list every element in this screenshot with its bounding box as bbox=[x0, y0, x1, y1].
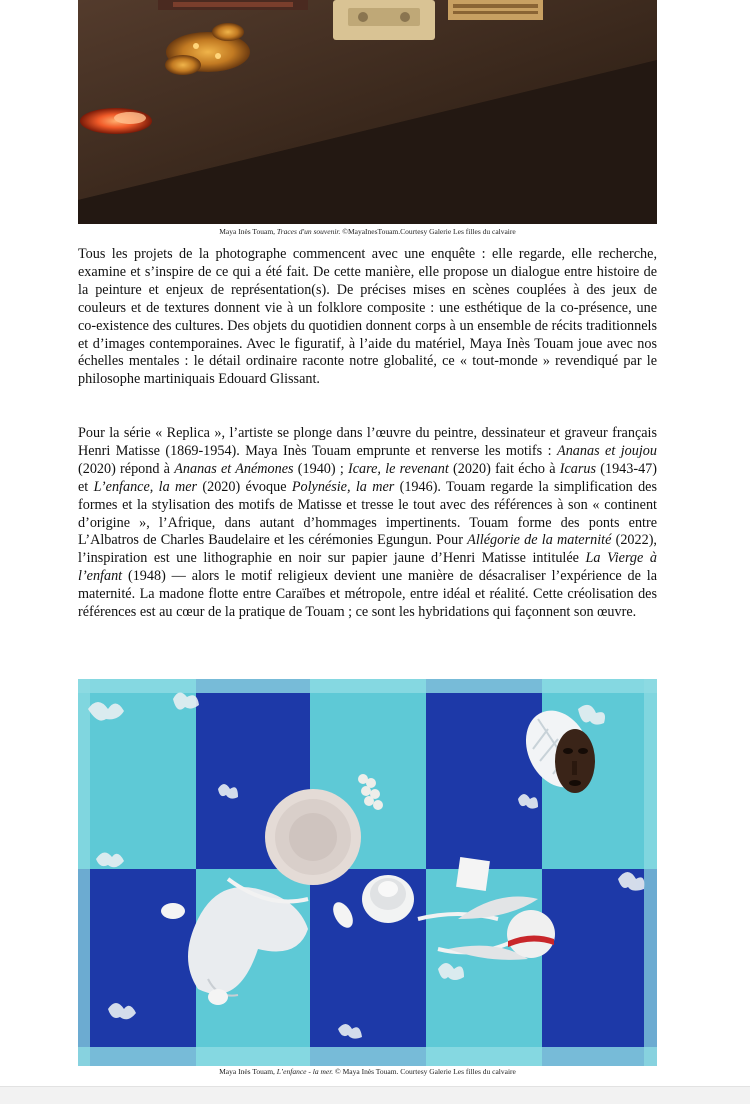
page-bottom-bar bbox=[0, 1086, 750, 1104]
paragraph-intro: Tous les projets de la photographe commencent avec une enquête : elle regarde, elle recherche, examine et s’inspire de ce qui a été fait. De cette manière, elle propose un dialogue entre histoire de la peinture et enjeux de représentation(s). De précises mises en scènes couplées à des jeux de couleurs et de textures donnent vie à un folklore composite : une esthétique de la co-présence, une co-existence des cultures. Des objets du quotidien donnent corps à un ensemble de récits traditionnels et d’images contemporaines. Avec le figuratif, à l’aide du matériel, Maya Inès Touam joue avec nos échelles mentales : le détail ordinaire raconte notre globalité, ce « tout-monde » revendiqué par le philosophe martiniquais Edouard Glissant. bbox=[78, 246, 657, 388]
text-run: (1948) — alors le motif religieux devient une manière de désacraliser l’expérience de la maternité. La madone flotte entre Caraïbes et métropole, entre idéal et réalité. Cette créolisation des références est au cœur de la pratique de Touam ; ce sont les hybridations qui façonnent son œuvre. bbox=[78, 568, 657, 621]
text-run: Pour la série « Replica », l’artiste se plonge dans l’œuvre du peintre, dessinateur et graveur français Henri Matisse (1869-1954). Maya Inès Touam emprunte et renverse les motifs : bbox=[78, 425, 657, 459]
text-run: (1943-47) et bbox=[78, 460, 657, 495]
caption-title: L’enfance - la mer. bbox=[276, 1067, 334, 1076]
artwork-title: La Vierge à l’enfant bbox=[78, 550, 657, 585]
text-run: (1940) ; bbox=[293, 460, 349, 477]
caption-credit-main: ©MayaInesTouam. bbox=[342, 227, 401, 236]
stacked-plates bbox=[362, 875, 414, 923]
artwork-title: Polynésie, la mer bbox=[291, 478, 395, 495]
caption-credit: © Maya Inès Touam. Courtesy Galerie Les filles du calvaire bbox=[335, 1067, 516, 1076]
text-run: (2020) répond à bbox=[78, 460, 175, 477]
artwork-title: Ananas et joujou bbox=[557, 442, 657, 459]
white-box bbox=[456, 857, 490, 891]
text-run: (2020) fait écho à bbox=[448, 460, 560, 477]
carved-wooden-object bbox=[448, 0, 543, 20]
photo-lenfance-la-mer bbox=[78, 679, 657, 1066]
artwork-title: Icare, le revenant bbox=[348, 460, 449, 477]
caption-author: Maya Inès Touam, bbox=[219, 227, 276, 236]
artwork-title: L’enfance, la mer bbox=[93, 478, 198, 495]
photo-lenfance-artwork bbox=[78, 679, 657, 1066]
juju-hat bbox=[265, 789, 361, 885]
photo-caption-1 bbox=[78, 227, 657, 237]
artwork-title: Ananas et Anémones bbox=[174, 460, 294, 477]
african-mask bbox=[555, 729, 595, 793]
photo-traces-dun-souvenir bbox=[78, 0, 657, 224]
red-flame-object bbox=[80, 108, 152, 134]
text-run: (2020) évoque bbox=[197, 478, 292, 495]
photo-caption-2 bbox=[78, 1067, 657, 1077]
text-run: (1946). Touam regarde la simplification des formes et la stylisation des motifs de Matisse et tresse le tout avec des références à son « continent d’origine », l’Afrique, dans autant d’hommages impertinents. Touam forme des ponts entre L’Albatros de Charles Baudelaire et les cérémonies Egungun. Pour bbox=[78, 478, 658, 549]
photo-traces-artwork bbox=[78, 0, 657, 224]
text-run: (2022), l’inspiration est une lithographie en noir sur papier jaune d’Henri Matisse intitulée bbox=[78, 532, 657, 567]
paragraph-replica bbox=[78, 425, 657, 622]
artwork-title: Allégorie de la maternité bbox=[467, 532, 612, 549]
cassette-tape-object bbox=[333, 0, 435, 40]
artwork-title: Icarus bbox=[559, 460, 597, 477]
caption-credit-rest: Courtesy Galerie Les filles du calvaire bbox=[400, 227, 516, 236]
caption-title: Traces d'un souvenir. bbox=[276, 227, 341, 236]
red-striped-ball bbox=[507, 910, 555, 958]
caption-author: Maya Inès Touam, bbox=[219, 1067, 275, 1076]
